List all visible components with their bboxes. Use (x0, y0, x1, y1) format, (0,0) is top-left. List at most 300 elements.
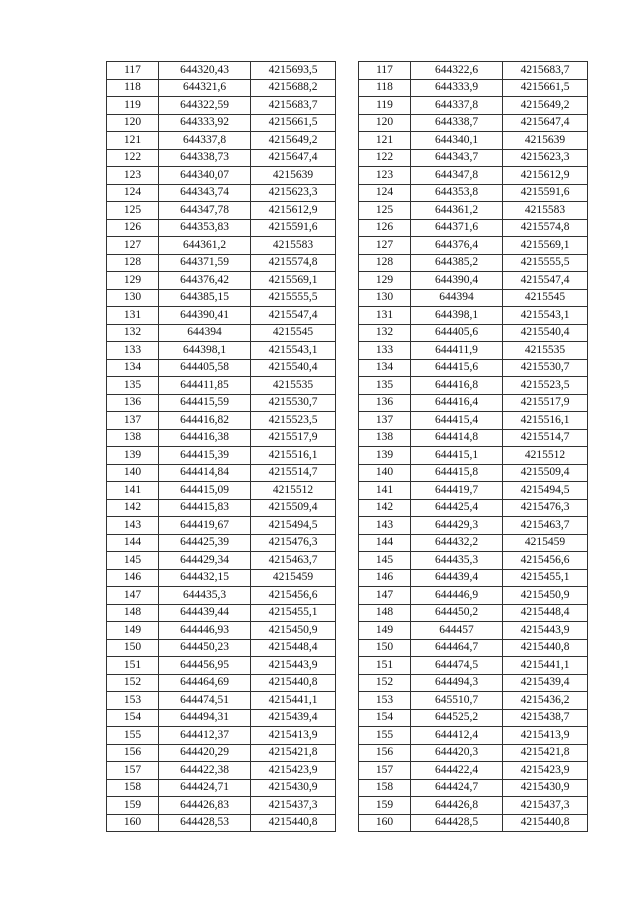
table-row (359, 499, 588, 517)
x-coordinate-cell: 644450,23 (159, 639, 251, 657)
point-number-cell: 124 (107, 184, 159, 202)
table-row (359, 272, 588, 290)
point-number-cell: 117 (359, 62, 411, 80)
y-coordinate-cell: 4215523,5 (503, 377, 588, 395)
table-row (359, 797, 588, 815)
x-coordinate-cell: 644412,4 (411, 727, 503, 745)
point-number-cell: 143 (359, 517, 411, 535)
point-number-cell: 146 (107, 569, 159, 587)
y-coordinate-cell: 4215455,1 (503, 569, 588, 587)
y-coordinate-cell: 4215413,9 (251, 727, 336, 745)
x-coordinate-cell: 644333,9 (411, 79, 503, 97)
y-coordinate-cell: 4215535 (503, 342, 588, 360)
x-coordinate-cell: 644394 (159, 324, 251, 342)
point-number-cell: 140 (107, 464, 159, 482)
table-row (359, 727, 588, 745)
x-coordinate-cell: 644525,2 (411, 709, 503, 727)
table-row (107, 167, 336, 185)
table-row (107, 534, 336, 552)
x-coordinate-cell: 644338,73 (159, 149, 251, 167)
y-coordinate-cell: 4215516,1 (503, 412, 588, 430)
table-row (359, 674, 588, 692)
x-coordinate-cell: 644353,83 (159, 219, 251, 237)
table-row (107, 62, 336, 80)
table-row (359, 149, 588, 167)
y-coordinate-cell: 4215540,4 (503, 324, 588, 342)
x-coordinate-cell: 644432,2 (411, 534, 503, 552)
table-row (107, 324, 336, 342)
point-number-cell: 133 (359, 342, 411, 360)
y-coordinate-cell: 4215459 (503, 534, 588, 552)
y-coordinate-cell: 4215463,7 (251, 552, 336, 570)
point-number-cell: 131 (359, 307, 411, 325)
table-row (107, 639, 336, 657)
y-coordinate-cell: 4215476,3 (251, 534, 336, 552)
y-coordinate-cell: 4215583 (503, 202, 588, 220)
y-coordinate-cell: 4215683,7 (251, 97, 336, 115)
table-row (107, 464, 336, 482)
point-number-cell: 118 (359, 79, 411, 97)
y-coordinate-cell: 4215517,9 (503, 394, 588, 412)
x-coordinate-cell: 644415,09 (159, 482, 251, 500)
table-row (359, 587, 588, 605)
y-coordinate-cell: 4215440,8 (251, 674, 336, 692)
table-row (359, 394, 588, 412)
y-coordinate-cell: 4215545 (251, 324, 336, 342)
table-row (107, 132, 336, 150)
table-row (107, 622, 336, 640)
y-coordinate-cell: 4215439,4 (251, 709, 336, 727)
table-row (359, 324, 588, 342)
point-number-cell: 124 (359, 184, 411, 202)
point-number-cell: 122 (107, 149, 159, 167)
y-coordinate-cell: 4215463,7 (503, 517, 588, 535)
point-number-cell: 140 (359, 464, 411, 482)
y-coordinate-cell: 4215494,5 (251, 517, 336, 535)
x-coordinate-cell: 644416,8 (411, 377, 503, 395)
point-number-cell: 141 (359, 482, 411, 500)
y-coordinate-cell: 4215612,9 (251, 202, 336, 220)
point-number-cell: 148 (107, 604, 159, 622)
x-coordinate-cell: 644464,69 (159, 674, 251, 692)
x-coordinate-cell: 644353,8 (411, 184, 503, 202)
table-row (359, 482, 588, 500)
y-coordinate-cell: 4215423,9 (251, 762, 336, 780)
y-coordinate-cell: 4215421,8 (251, 744, 336, 762)
y-coordinate-cell: 4215439,4 (503, 674, 588, 692)
x-coordinate-cell: 644394 (411, 289, 503, 307)
y-coordinate-cell: 4215543,1 (251, 342, 336, 360)
point-number-cell: 119 (359, 97, 411, 115)
table-row (359, 639, 588, 657)
point-number-cell: 121 (359, 132, 411, 150)
table-row (107, 202, 336, 220)
y-coordinate-cell: 4215456,6 (503, 552, 588, 570)
point-number-cell: 130 (107, 289, 159, 307)
point-number-cell: 153 (359, 692, 411, 710)
y-coordinate-cell: 4215450,9 (251, 622, 336, 640)
x-coordinate-cell: 644376,4 (411, 237, 503, 255)
table-row (359, 132, 588, 150)
table-row (359, 622, 588, 640)
y-coordinate-cell: 4215413,9 (503, 727, 588, 745)
point-number-cell: 142 (359, 499, 411, 517)
x-coordinate-cell: 644426,8 (411, 797, 503, 815)
x-coordinate-cell: 644414,84 (159, 464, 251, 482)
point-number-cell: 137 (359, 412, 411, 430)
point-number-cell: 156 (107, 744, 159, 762)
table-row (359, 62, 588, 80)
y-coordinate-cell: 4215583 (251, 237, 336, 255)
table-row (107, 272, 336, 290)
x-coordinate-cell: 644474,5 (411, 657, 503, 675)
y-coordinate-cell: 4215555,5 (251, 289, 336, 307)
table-row (359, 254, 588, 272)
point-number-cell: 137 (107, 412, 159, 430)
y-coordinate-cell: 4215639 (503, 132, 588, 150)
table-row (359, 657, 588, 675)
table-row (359, 167, 588, 185)
y-coordinate-cell: 4215649,2 (503, 97, 588, 115)
table-row (107, 342, 336, 360)
x-coordinate-cell: 644405,6 (411, 324, 503, 342)
x-coordinate-cell: 644343,7 (411, 149, 503, 167)
table-row (359, 202, 588, 220)
table-row (107, 657, 336, 675)
table-row (359, 359, 588, 377)
x-coordinate-cell: 644428,53 (159, 814, 251, 832)
table-row (359, 762, 588, 780)
point-number-cell: 160 (107, 814, 159, 832)
point-number-cell: 129 (107, 272, 159, 290)
table-row (359, 604, 588, 622)
table-row (107, 237, 336, 255)
y-coordinate-cell: 4215512 (503, 447, 588, 465)
y-coordinate-cell: 4215688,2 (251, 79, 336, 97)
table-row (359, 289, 588, 307)
table-row (107, 692, 336, 710)
x-coordinate-cell: 644446,9 (411, 587, 503, 605)
table-row (359, 184, 588, 202)
point-number-cell: 152 (107, 674, 159, 692)
x-coordinate-cell: 644415,6 (411, 359, 503, 377)
point-number-cell: 134 (107, 359, 159, 377)
x-coordinate-cell: 644376,42 (159, 272, 251, 290)
table-row (359, 534, 588, 552)
x-coordinate-cell: 644456,95 (159, 657, 251, 675)
table-row (107, 184, 336, 202)
table-row (359, 237, 588, 255)
x-coordinate-cell: 644416,4 (411, 394, 503, 412)
point-number-cell: 120 (359, 114, 411, 132)
point-number-cell: 154 (107, 709, 159, 727)
point-number-cell: 136 (107, 394, 159, 412)
x-coordinate-cell: 644494,3 (411, 674, 503, 692)
x-coordinate-cell: 644361,2 (159, 237, 251, 255)
table-row (359, 377, 588, 395)
x-coordinate-cell: 644371,59 (159, 254, 251, 272)
point-number-cell: 157 (359, 762, 411, 780)
point-number-cell: 127 (107, 237, 159, 255)
y-coordinate-cell: 4215661,5 (251, 114, 336, 132)
point-number-cell: 159 (359, 797, 411, 815)
y-coordinate-cell: 4215423,9 (503, 762, 588, 780)
point-number-cell: 127 (359, 237, 411, 255)
point-number-cell: 134 (359, 359, 411, 377)
y-coordinate-cell: 4215437,3 (503, 797, 588, 815)
x-coordinate-cell: 644415,39 (159, 447, 251, 465)
point-number-cell: 135 (359, 377, 411, 395)
point-number-cell: 154 (359, 709, 411, 727)
point-number-cell: 151 (359, 657, 411, 675)
x-coordinate-cell: 644322,6 (411, 62, 503, 80)
point-number-cell: 147 (107, 587, 159, 605)
point-number-cell: 158 (359, 779, 411, 797)
table-row (107, 219, 336, 237)
x-coordinate-cell: 644446,93 (159, 622, 251, 640)
table-row (107, 762, 336, 780)
x-coordinate-cell: 644426,83 (159, 797, 251, 815)
y-coordinate-cell: 4215530,7 (503, 359, 588, 377)
x-coordinate-cell: 644361,2 (411, 202, 503, 220)
table-row (359, 779, 588, 797)
point-number-cell: 136 (359, 394, 411, 412)
point-number-cell: 160 (359, 814, 411, 832)
y-coordinate-cell: 4215512 (251, 482, 336, 500)
x-coordinate-cell: 644419,7 (411, 482, 503, 500)
x-coordinate-cell: 644412,37 (159, 727, 251, 745)
point-number-cell: 138 (359, 429, 411, 447)
y-coordinate-cell: 4215456,6 (251, 587, 336, 605)
y-coordinate-cell: 4215623,3 (251, 184, 336, 202)
y-coordinate-cell: 4215523,5 (251, 412, 336, 430)
table-row (359, 412, 588, 430)
point-number-cell: 155 (359, 727, 411, 745)
y-coordinate-cell: 4215438,7 (503, 709, 588, 727)
table-body (107, 62, 336, 832)
y-coordinate-cell: 4215430,9 (503, 779, 588, 797)
x-coordinate-cell: 644337,8 (159, 132, 251, 150)
table-row (107, 359, 336, 377)
y-coordinate-cell: 4215448,4 (503, 604, 588, 622)
x-coordinate-cell: 644385,2 (411, 254, 503, 272)
y-coordinate-cell: 4215555,5 (503, 254, 588, 272)
point-number-cell: 123 (107, 167, 159, 185)
y-coordinate-cell: 4215459 (251, 569, 336, 587)
x-coordinate-cell: 644428,5 (411, 814, 503, 832)
y-coordinate-cell: 4215440,8 (251, 814, 336, 832)
point-number-cell: 151 (107, 657, 159, 675)
point-number-cell: 144 (107, 534, 159, 552)
point-number-cell: 125 (107, 202, 159, 220)
point-number-cell: 123 (359, 167, 411, 185)
y-coordinate-cell: 4215436,2 (503, 692, 588, 710)
table-row (359, 709, 588, 727)
y-coordinate-cell: 4215574,8 (251, 254, 336, 272)
table-row (359, 464, 588, 482)
y-coordinate-cell: 4215476,3 (503, 499, 588, 517)
x-coordinate-cell: 644474,51 (159, 692, 251, 710)
x-coordinate-cell: 644371,6 (411, 219, 503, 237)
y-coordinate-cell: 4215569,1 (503, 237, 588, 255)
table-row (359, 744, 588, 762)
x-coordinate-cell: 644405,58 (159, 359, 251, 377)
point-number-cell: 128 (359, 254, 411, 272)
y-coordinate-cell: 4215591,6 (251, 219, 336, 237)
x-coordinate-cell: 644340,07 (159, 167, 251, 185)
x-coordinate-cell: 644432,15 (159, 569, 251, 587)
point-number-cell: 157 (107, 762, 159, 780)
point-number-cell: 130 (359, 289, 411, 307)
y-coordinate-cell: 4215509,4 (503, 464, 588, 482)
y-coordinate-cell: 4215443,9 (251, 657, 336, 675)
point-number-cell: 139 (359, 447, 411, 465)
table-row (359, 552, 588, 570)
y-coordinate-cell: 4215441,1 (503, 657, 588, 675)
y-coordinate-cell: 4215545 (503, 289, 588, 307)
x-coordinate-cell: 644494,31 (159, 709, 251, 727)
point-number-cell: 120 (107, 114, 159, 132)
x-coordinate-cell: 644321,6 (159, 79, 251, 97)
y-coordinate-cell: 4215441,1 (251, 692, 336, 710)
point-number-cell: 150 (107, 639, 159, 657)
x-coordinate-cell: 644420,29 (159, 744, 251, 762)
point-number-cell: 153 (107, 692, 159, 710)
table-row (107, 289, 336, 307)
y-coordinate-cell: 4215514,7 (251, 464, 336, 482)
point-number-cell: 126 (359, 219, 411, 237)
x-coordinate-cell: 644425,39 (159, 534, 251, 552)
y-coordinate-cell: 4215450,9 (503, 587, 588, 605)
x-coordinate-cell: 644422,4 (411, 762, 503, 780)
coordinates-table-left (106, 61, 336, 832)
table-row (359, 814, 588, 832)
table-row (107, 377, 336, 395)
y-coordinate-cell: 4215547,4 (251, 307, 336, 325)
y-coordinate-cell: 4215547,4 (503, 272, 588, 290)
point-number-cell: 125 (359, 202, 411, 220)
y-coordinate-cell: 4215514,7 (503, 429, 588, 447)
x-coordinate-cell: 644343,74 (159, 184, 251, 202)
y-coordinate-cell: 4215437,3 (251, 797, 336, 815)
y-coordinate-cell: 4215535 (251, 377, 336, 395)
x-coordinate-cell: 644415,83 (159, 499, 251, 517)
point-number-cell: 121 (107, 132, 159, 150)
x-coordinate-cell: 644429,3 (411, 517, 503, 535)
point-number-cell: 119 (107, 97, 159, 115)
point-number-cell: 132 (107, 324, 159, 342)
point-number-cell: 148 (359, 604, 411, 622)
point-number-cell: 139 (107, 447, 159, 465)
x-coordinate-cell: 644450,2 (411, 604, 503, 622)
table-row (107, 552, 336, 570)
point-number-cell: 152 (359, 674, 411, 692)
y-coordinate-cell: 4215543,1 (503, 307, 588, 325)
y-coordinate-cell: 4215440,8 (503, 639, 588, 657)
x-coordinate-cell: 644414,8 (411, 429, 503, 447)
point-number-cell: 135 (107, 377, 159, 395)
point-number-cell: 147 (359, 587, 411, 605)
coordinates-table-right (358, 61, 588, 832)
point-number-cell: 122 (359, 149, 411, 167)
x-coordinate-cell: 644415,4 (411, 412, 503, 430)
table-row (359, 342, 588, 360)
x-coordinate-cell: 644398,1 (411, 307, 503, 325)
point-number-cell: 132 (359, 324, 411, 342)
x-coordinate-cell: 644411,9 (411, 342, 503, 360)
point-number-cell: 128 (107, 254, 159, 272)
x-coordinate-cell: 644333,92 (159, 114, 251, 132)
x-coordinate-cell: 644439,4 (411, 569, 503, 587)
table-row (107, 709, 336, 727)
table-row (107, 604, 336, 622)
table-row (107, 114, 336, 132)
y-coordinate-cell: 4215574,8 (503, 219, 588, 237)
y-coordinate-cell: 4215647,4 (503, 114, 588, 132)
y-coordinate-cell: 4215421,8 (503, 744, 588, 762)
table-row (107, 447, 336, 465)
x-coordinate-cell: 644425,4 (411, 499, 503, 517)
point-number-cell: 141 (107, 482, 159, 500)
x-coordinate-cell: 644464,7 (411, 639, 503, 657)
x-coordinate-cell: 644338,7 (411, 114, 503, 132)
y-coordinate-cell: 4215591,6 (503, 184, 588, 202)
y-coordinate-cell: 4215455,1 (251, 604, 336, 622)
x-coordinate-cell: 644416,38 (159, 429, 251, 447)
y-coordinate-cell: 4215494,5 (503, 482, 588, 500)
point-number-cell: 131 (107, 307, 159, 325)
table-body (359, 62, 588, 832)
table-row (359, 97, 588, 115)
x-coordinate-cell: 644419,67 (159, 517, 251, 535)
table-row (107, 779, 336, 797)
table-row (107, 674, 336, 692)
x-coordinate-cell: 644416,82 (159, 412, 251, 430)
x-coordinate-cell: 644411,85 (159, 377, 251, 395)
x-coordinate-cell: 645510,7 (411, 692, 503, 710)
y-coordinate-cell: 4215661,5 (503, 79, 588, 97)
table-row (359, 114, 588, 132)
table-row (359, 569, 588, 587)
y-coordinate-cell: 4215649,2 (251, 132, 336, 150)
x-coordinate-cell: 644439,44 (159, 604, 251, 622)
x-coordinate-cell: 644415,59 (159, 394, 251, 412)
point-number-cell: 149 (359, 622, 411, 640)
point-number-cell: 159 (107, 797, 159, 815)
point-number-cell: 118 (107, 79, 159, 97)
point-number-cell: 143 (107, 517, 159, 535)
y-coordinate-cell: 4215517,9 (251, 429, 336, 447)
point-number-cell: 156 (359, 744, 411, 762)
y-coordinate-cell: 4215612,9 (503, 167, 588, 185)
point-number-cell: 144 (359, 534, 411, 552)
y-coordinate-cell: 4215530,7 (251, 394, 336, 412)
y-coordinate-cell: 4215448,4 (251, 639, 336, 657)
point-number-cell: 146 (359, 569, 411, 587)
point-number-cell: 133 (107, 342, 159, 360)
x-coordinate-cell: 644337,8 (411, 97, 503, 115)
table-row (107, 744, 336, 762)
x-coordinate-cell: 644424,7 (411, 779, 503, 797)
table-row (359, 307, 588, 325)
table-row (107, 412, 336, 430)
point-number-cell: 150 (359, 639, 411, 657)
table-row (107, 482, 336, 500)
point-number-cell: 149 (107, 622, 159, 640)
x-coordinate-cell: 644424,71 (159, 779, 251, 797)
x-coordinate-cell: 644457 (411, 622, 503, 640)
table-row (107, 797, 336, 815)
